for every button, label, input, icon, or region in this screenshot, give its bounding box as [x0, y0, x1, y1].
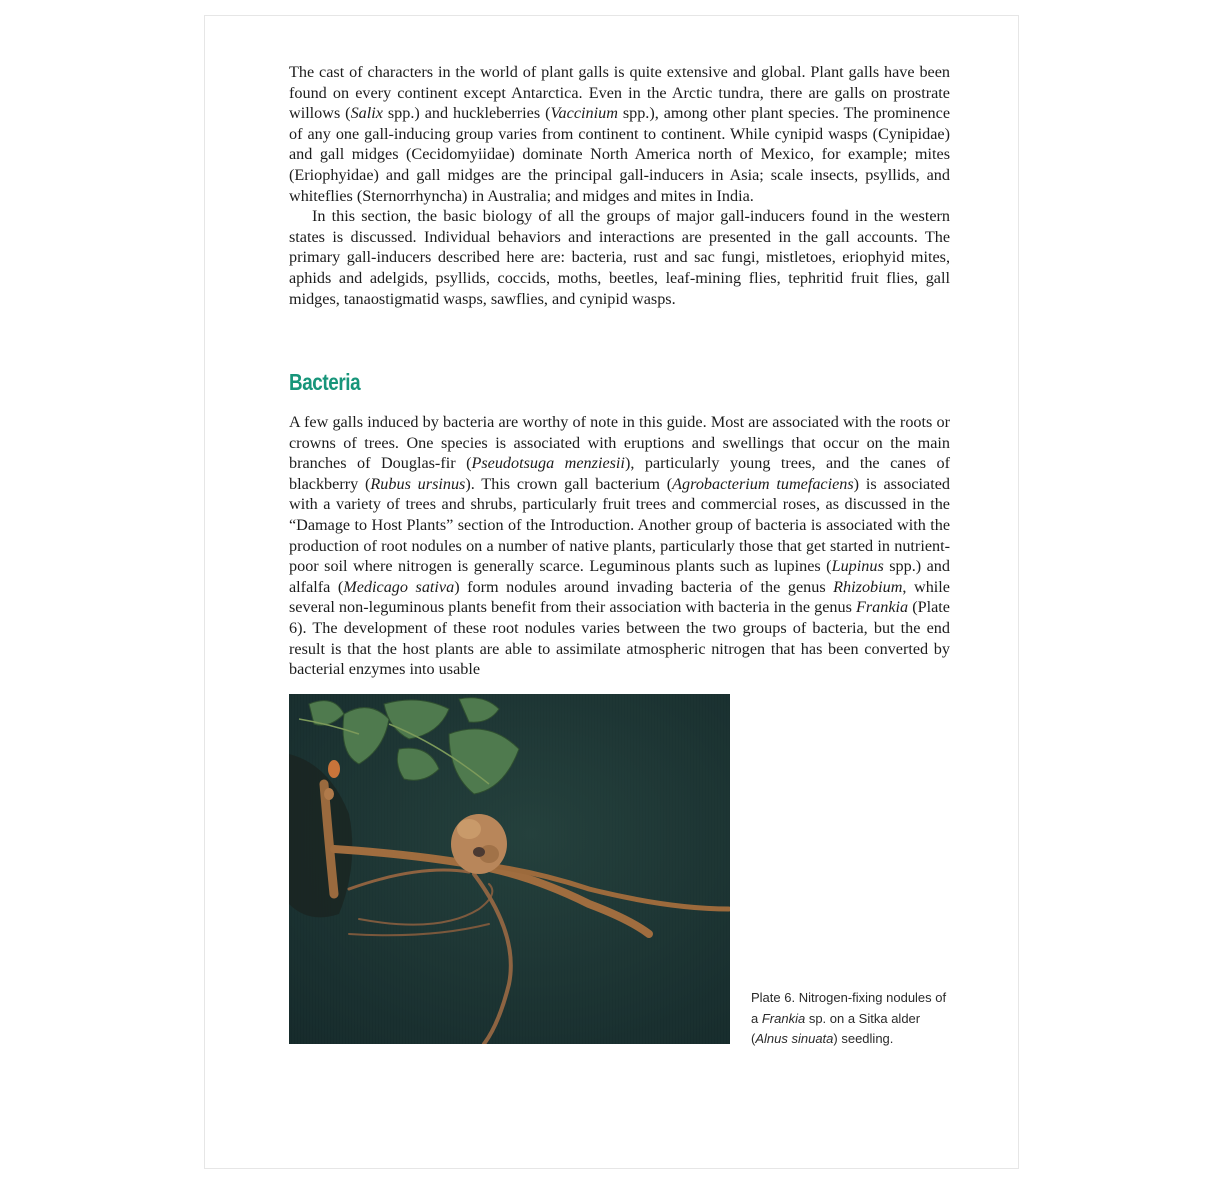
- italic-term: Frankia: [761, 1010, 806, 1026]
- intro-text: [289, 62, 950, 309]
- plate-6-photo: [289, 694, 730, 1044]
- italic-term: Lupinus: [831, 557, 884, 576]
- intro-paragraph-1: The cast of characters in the world of plant galls is quite extensive and global. Plant galls have been found on every continent except Antarctica. Even in the Arctic tundra, there are galls on prostrate willows (Salix spp.) and huckleberries (Vaccinium spp.), among other plant species. The prominence of any one gall-inducing group varies from continent to continent. While cynipid wasps (Cynipidae) and gall midges (Cecidomyiidae) dominate North America north of Mexico, for example; mites (Eriophyidae) and gall midges are the principal gall-inducers in Asia; scale insects, psyllids, and whiteflies (Sternorrhyncha) in Australia; and midges and mites in India.: [289, 63, 950, 205]
- italic-term: Agrobacterium tumefaciens: [672, 474, 854, 493]
- italic-term: Rhizobium: [833, 577, 903, 596]
- italic-term: Medicago sativa: [343, 577, 455, 596]
- italic-term: Alnus sinuata: [755, 1031, 834, 1046]
- italic-term: Salix: [350, 104, 383, 123]
- italic-term: Pseudotsuga menziesii: [471, 454, 625, 473]
- section-heading-bacteria: Bacteria: [289, 369, 361, 395]
- plate-6-caption: Plate 6. Nitrogen-fixing nodules of a Frankia sp. on a Sitka alder (Alnus sinuata) seedling.: [751, 990, 947, 1046]
- bacteria-section-text: [289, 412, 950, 680]
- italic-term: Rubus ursinus: [370, 474, 466, 493]
- italic-term: Frankia: [855, 598, 909, 617]
- italic-term: Vaccinium: [550, 104, 618, 123]
- root-nodules-illustration: [289, 694, 730, 1044]
- bacteria-paragraph: A few galls induced by bacteria are worthy of note in this guide. Most are associated with the roots or crowns of trees. One species is associated with eruptions and swellings that occur on the main branches of Douglas-fir (Pseudotsuga menziesii), particularly young trees, and the canes of blackberry (Rubus ursinus). This crown gall bacterium (Agrobacterium tumefaciens) is associated with a variety of trees and shrubs, particularly fruit trees and commercial roses, as discussed in the “Damage to Host Plants” section of the Introduction. Another group of bacteria is associated with the production of root nodules on a number of native plants, particularly those that get started in nutrient-poor soil where nitrogen is generally scarce. Leguminous plants such as lupines (Lupinus spp.) and alfalfa (Medicago sativa) form nodules around invading bacteria of the genus Rhizobium, while several non-leguminous plants benefit from their association with bacteria in the genus Frankia (Plate 6). The development of these root nodules varies between the two groups of bacteria, but the end result is that the host plants are able to assimilate atmospheric nitrogen that has been converted by bacterial enzymes into usable: [289, 413, 950, 679]
- intro-paragraph-2: In this section, the basic biology of all the groups of major gall-inducers found in the western states is discussed. Individual behaviors and interactions are presented in the gall accounts. The primary gall-inducers described here are: bacteria, rust and sac fungi, mistletoes, eriophyid mites, aphids and adelgids, psyllids, coccids, moths, beetles, leaf-mining flies, tephritid fruit flies, gall midges, tanaostigmatid wasps, sawflies, and cynipid wasps.: [289, 207, 950, 308]
